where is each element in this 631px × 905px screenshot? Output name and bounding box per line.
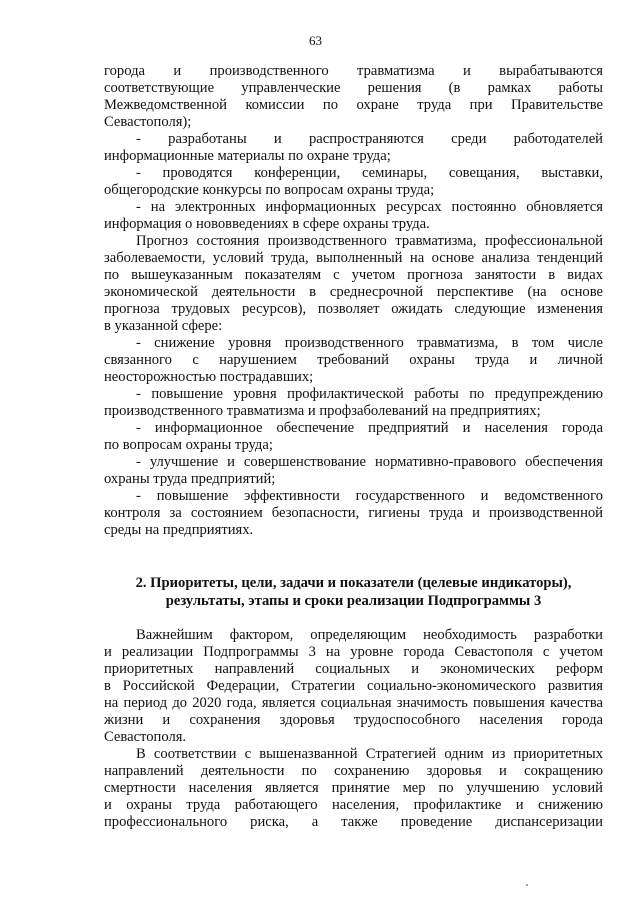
text-line: связанного с нарушением требований охраны труда и личной bbox=[104, 352, 603, 368]
text-line: - разработаны и распространяются среди работодателей bbox=[136, 131, 603, 147]
text-line: информация о нововведениях в сфере охраны труда. bbox=[104, 216, 430, 232]
text-line: охраны труда предприятий; bbox=[104, 471, 276, 487]
text-line: - проводятся конференции, семинары, совещания, выставки, bbox=[136, 165, 603, 181]
text-line: - информационное обеспечение предприятий и населения города bbox=[136, 420, 603, 436]
text-line: направлений деятельности по сохранению здоровья и сокращению bbox=[104, 763, 603, 779]
text-line: В соответствии с вышеназванной Стратегией одним из приоритетных bbox=[136, 746, 603, 762]
section-heading-line: 2. Приоритеты, цели, задачи и показатели (целевые индикаторы), bbox=[135, 575, 572, 591]
section-heading-line: результаты, этапы и сроки реализации Подпрограммы 3 bbox=[165, 593, 542, 609]
text-line: Важнейшим фактором, определяющим необходимость разработки bbox=[136, 627, 603, 643]
text-line: прогноза трудовых ресурсов), позволяет ожидать следующие изменения bbox=[104, 301, 603, 317]
text-line: на период до 2020 года, является социальная значимость повышения качества bbox=[104, 695, 603, 711]
text-line: жизни и сохранения здоровья трудоспособного населения города bbox=[104, 712, 603, 728]
scan-speck bbox=[526, 884, 528, 886]
text-line: и реализации Подпрограммы 3 на уровне города Севастополя с учетом bbox=[104, 644, 603, 660]
text-line: производственного травматизма и профзаболеваний на предприятиях; bbox=[104, 403, 541, 419]
text-line: экономической деятельности в среднесрочной перспективе (на основе bbox=[104, 284, 603, 300]
text-line: контроля за состоянием безопасности, гигиены труда и производственной bbox=[104, 505, 603, 521]
text-line: и охраны труда работающего населения, профилактике и снижению bbox=[104, 797, 603, 813]
section-body bbox=[104, 627, 603, 831]
text-line: - улучшение и совершенствование нормативно-правового обеспечения bbox=[136, 454, 603, 470]
text-line: - повышение уровня профилактической работы по предупреждению bbox=[136, 386, 603, 402]
text-line: приоритетных направлений социальных и экономических реформ bbox=[104, 661, 603, 677]
text-line: по вышеуказанным показателям с учетом прогноза занятости в видах bbox=[104, 267, 603, 283]
text-line: по вопросам охраны труда; bbox=[104, 437, 273, 453]
text-line: Севастополя); bbox=[104, 114, 192, 130]
text-line: соответствующие управленческие решения (в рамках работы bbox=[104, 80, 603, 96]
text-line: профессионального риска, а также проведение диспансеризации bbox=[104, 814, 603, 830]
text-line: среды на предприятиях. bbox=[104, 522, 254, 538]
text-line: смертности населения является принятие мер по улучшению условий bbox=[104, 780, 603, 796]
text-line: информационные материалы по охране труда; bbox=[104, 148, 391, 164]
page-number: 63 bbox=[309, 33, 322, 48]
text-line: Прогноз состояния производственного травматизма, профессиональной bbox=[136, 233, 603, 249]
text-line: Севастополя. bbox=[104, 729, 187, 745]
text-line: общегородские конкурсы по вопросам охраны труда; bbox=[104, 182, 435, 198]
text-line: города и производственного травматизма и вырабатываются bbox=[104, 63, 603, 79]
text-line: - повышение эффективности государственного и ведомственного bbox=[136, 488, 603, 504]
text-line: заболеваемости, условий труда, выполненный на основе анализа тенденций bbox=[104, 250, 603, 266]
body-paragraphs bbox=[104, 63, 603, 539]
text-line: в Российской Федерации, Стратегии социально-экономического развития bbox=[104, 678, 603, 694]
text-line: - на электронных информационных ресурсах постоянно обновляется bbox=[136, 199, 603, 215]
text-line: в указанной сфере: bbox=[104, 318, 223, 334]
section-heading bbox=[104, 574, 603, 610]
text-line: неосторожностью пострадавших; bbox=[104, 369, 314, 385]
text-line: - снижение уровня производственного травматизма, в том числе bbox=[136, 335, 603, 351]
text-line: Межведомственной комиссии по охране труда при Правительстве bbox=[104, 97, 603, 113]
